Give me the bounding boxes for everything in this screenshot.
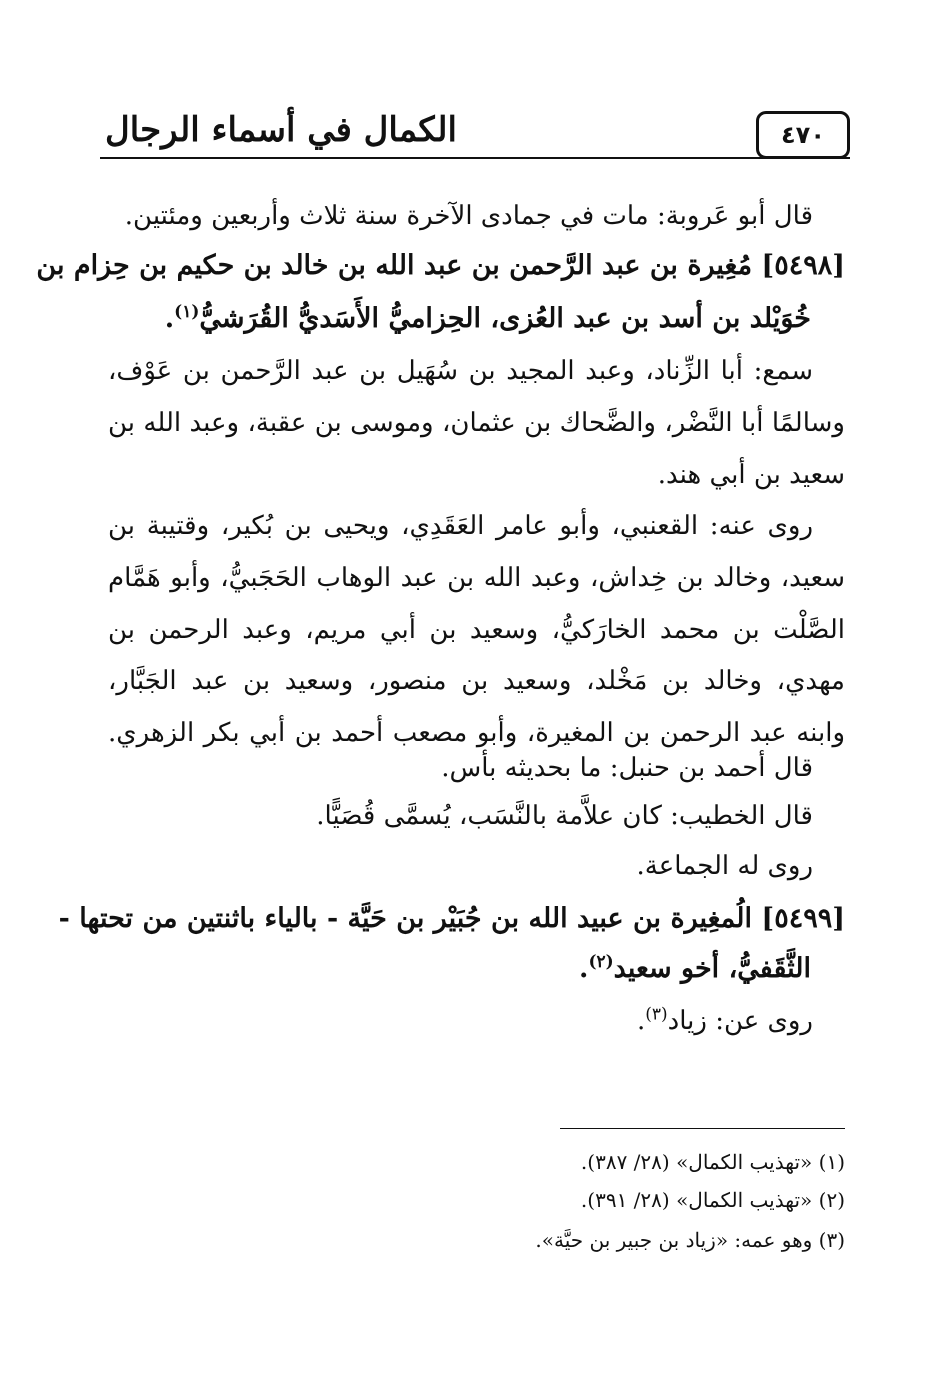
entry-heading-5498: [٥٤٩٨] مُغِيرة بن عبد الرَّحمن بن عبد الله بن خالد بن حكيم بن حِزام بن <box>36 250 845 281</box>
heading-end: . <box>164 303 175 334</box>
entry-heading-5499-cont <box>108 943 845 995</box>
footnote-ref-3[interactable]: (٣) <box>645 1004 668 1025</box>
text-line: سعيد، وخالد بن خِداش، وعبد الله بن عبد الوهاب الحَجَبيُّ، وأبو هَمَّام <box>108 563 845 593</box>
footnote-ref-1[interactable]: (١) <box>174 302 200 322</box>
footnote-3: (٣) وهو عمه: «زياد بن جبير بن حيَّة». <box>535 1228 845 1252</box>
header-rule <box>100 157 850 159</box>
text-line: الصَّلْت بن محمد الخارَكيُّ، وسعيد بن أبي مريم، وعبد الرحمن بن <box>108 615 845 645</box>
text-line: قال أبو عَروبة: مات في جمادى الآخرة سنة ثلاث وأربعين ومئتين. <box>124 201 813 231</box>
heading-text: الثَّقَفيُّ، أخو سعيد <box>613 953 811 984</box>
footnote-2: (٢) «تهذيب الكمال» (٢٨/ ٣٩١). <box>580 1188 845 1212</box>
text-line: روى له الجماعة. <box>636 851 813 881</box>
footnote-separator <box>560 1128 845 1129</box>
text-line: وسالمًا أبا النَّضْر، والضَّحاك بن عثمان، وموسى بن عقبة، وعبد الله بن <box>108 408 845 438</box>
page-number: ٤٧٠ <box>756 111 850 159</box>
text-line: قال أحمد بن حنبل: ما بحديثه بأس. <box>441 753 813 783</box>
text-line: سعيد بن أبي هند. <box>657 460 845 490</box>
entry-heading-5499: [٥٤٩٩] الُمغِيرة بن عبيد الله بن جُبَيْر بن حَيَّة - بالياء باثنتين من تحتها - <box>58 903 845 934</box>
text-line: قال الخطيب: كان علاَّمة بالنَّسَب، يُسمَّى قُصَيًّا. <box>316 801 813 831</box>
page-header <box>100 105 850 167</box>
line-text: روى عن: زياد <box>667 1006 813 1036</box>
book-title-calligraphy: الكمال في أسماء الرجال <box>105 110 457 150</box>
text-line: مهدي، وخالد بن مَخْلد، وسعيد بن منصور، وسعيد بن عبد الجَبَّار، <box>108 666 845 696</box>
heading-end: . <box>579 953 589 984</box>
footnote-ref-2[interactable]: (٢) <box>588 952 614 972</box>
text-line: سمع: أبا الزِّناد، وعبد المجيد بن سُهَيل بن عبد الرَّحمن بن عَوْف، <box>108 356 813 386</box>
entry-heading-5498-cont <box>108 293 845 345</box>
line-end: . <box>636 1006 646 1036</box>
footnote-1: (١) «تهذيب الكمال» (٢٨/ ٣٨٧). <box>580 1150 845 1174</box>
text-line: وابنه عبد الرحمن بن المغيرة، وأبو مصعب أحمد بن أبي بكر الزهري. <box>108 718 845 748</box>
text-line: روى عنه: القعنبي، وأبو عامر العَقَدِي، ويحيى بن بُكير، وقتيبة بن <box>108 511 813 541</box>
heading-text: خُوَيْلد بن أسد بن عبد العُزى، الحِزاميُّ الأَسَديُّ القُرَشيُّ <box>199 303 811 334</box>
text-line <box>108 995 845 1047</box>
